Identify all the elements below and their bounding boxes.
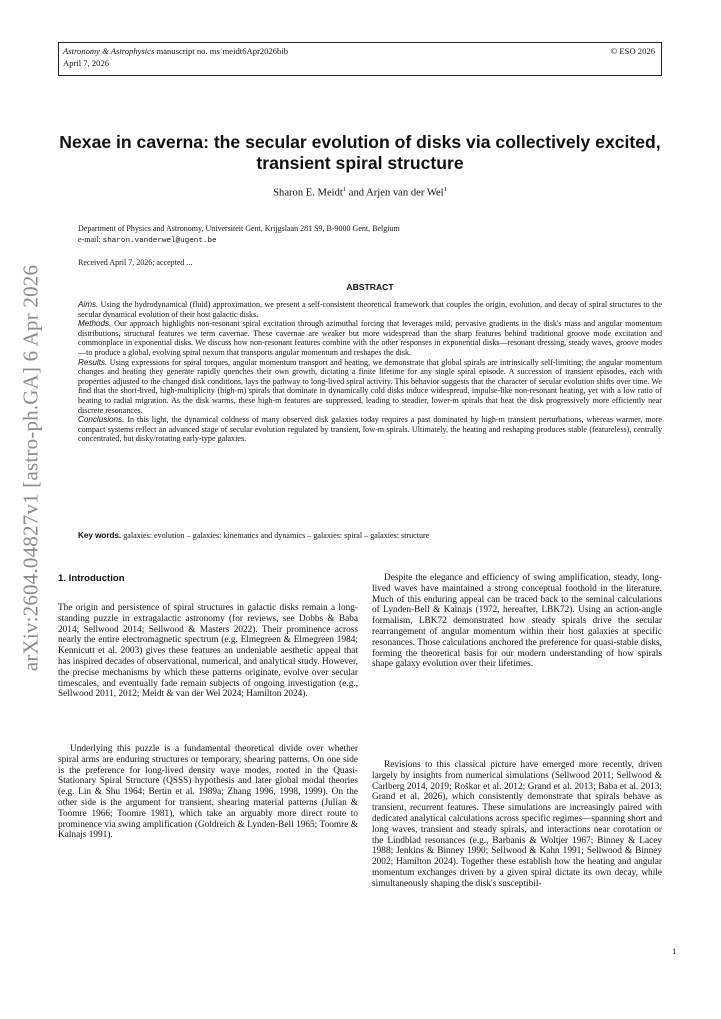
email-line [78,235,400,247]
intro-paragraph-1 [58,603,358,700]
journal-name: Astronomy & Astrophysics [63,46,155,56]
paper-title: Nexae in caverna: the secular evolution of disks via collectively excited, transient spiral structure [59,132,661,173]
aims-label: Aims. [78,300,99,309]
intro-p3-text: Despite the elegance and efficiency of swing amplification, steady, long-lived waves have maintained a strong conceptual foothold in the literature. Much of this enduring appeal can be traced back to the seminal calculations of Lynden-Bell & Kalnajs (1972, hereafter, LBK72). Using an action-angle formalism, LBK72 demonstrated how steady spirals drive the secular rearrangement of angular momentum within their host galaxies at specific resonances. Those calculations anchored the preference for quasi-stable disks, forming the theoretical basis for our modern understanding of how spirals shape galaxy evolution over their lifetimes. [372,573,662,670]
abstract-conclusions [78,415,662,444]
methods-label: Methods. [78,319,112,329]
abstract-aims [78,300,662,319]
received-line: Received April 7, 2026; accepted ... [78,258,193,267]
copyright: © ESO 2026 [610,46,655,56]
results-text: Using expressions for spiral torques, angular momentum transport and heating, we demonstrate that global spirals are intrinsically self-limiting; the angular momentum changes and heating they generate rapidly quenches their own growth, dictating a finite lifetime for any single spiral episode. A succession of transient episodes, each with properties adjusted to the changed disk conditions, lays the pathway to long-lived spiral activity. This behavior suggests that the character of secular evolution shifts over time. We find that the short-lived, high-multiplicity (high-m) spirals that dominate in dynamically cold disks induce widespread, impulse-like non-resonant heating, yet with a low ratio of heating to radial migration. As the disk warms, these high-m features are suppressed, leading to steadier, lower-m spirals that heat the disk progressively more efficiently near discrete resonances. [78,357,662,415]
aims-text: Using the hydrodynamical (fluid) approximation, we present a self-consistent theoretical framework that couples the origin, evolution, and decay of spiral structures to the secular dynamical evolution of their host galactic disks. [78,300,662,319]
intro-p1-text: The origin and persistence of spiral structures in galactic disks remain a long-standing puzzle in extragalactic astronomy (for reviews, see Dobbs & Baba 2014; Sellwood 2014; Sellwood & Masters 2022). Their prominence across nearly the entire electromagnetic spectrum (e.g. Elmegreen & Elmegreen 1984; Kennicutt et al. 2003) gives these features an undeniable aesthetic appeal that has inspired decades of observational, numerical, and analytical study. However, the precise mechanisms by which these patterns originate, evolve over secular timescales, and eventually fade remain subjects of ongoing investigation (e.g., Sellwood 2011, 2012; Meidt & van der Wel 2024; Hamilton 2024). [58,603,358,700]
affiliation-line: Department of Physics and Astronomy, Universiteit Gent, Krijgslaan 281 S9, B-9000 Gent, Belgium [78,224,400,233]
intro-p4-text: Revisions to this classical picture have emerged more recently, driven largely by insights from numerical simulations (Sellwood 2011; Sellwood & Carlberg 2014, 2019; Roškar et al. 2012; Grand et al. 2013; Baba et al. 2013; Grand et al. 2026), which consistently demonstrate that spirals behave as transient, recurrent features. These simulations are increasingly paired with dedicated analytical calculations across specific regimes—spanning short and long waves, transient and steady spirals, and interactions near corotation or the Lindblad resonances (e.g., Barbanis & Woltjer 1967; Binney & Lacey 1988; Jenkins & Binney 1990; Sellwood & Kahn 1991; Sellwood & Binney 2002; Hamilton 2024). Together these establish how the heating and angular momentum exchanges driven by a given spiral dictate its own decay, while simultaneously shaping the disk's susceptibil- [372,760,662,889]
manuscript-id: manuscript no. ms˙meidt6Apr2026bib [154,46,289,56]
header-journal-line [63,45,657,57]
header-date: April 7, 2026 [63,58,110,68]
authors [58,186,662,199]
section-heading: 1. Introduction [58,573,125,584]
page-number: 1 [672,946,677,956]
conclusions-label: Conclusions. [78,415,125,425]
arxiv-stamp [18,0,44,1019]
author-1: Sharon E. Meidt [273,187,343,199]
keywords [78,531,662,540]
manuscript-header [58,42,662,76]
intro-p2-text: Underlying this puzzle is a fundamental theoretical divide over whether spiral arms are enduring structures or temporary, shearing patterns. On one side is the preference for long-lived density wave modes, rooted in the Quasi-Stationary Spiral Structure (QSSS) hypothesis and later global modal theories (e.g. Lin & Shu 1964; Bertin et al. 1989a; Zhang 1996, 1998, 1999). On the other side is the argument for transient, shearing material patterns (Julian & Toomre 1966; Toomre 1981), which take an arguably more direct route to prominence via swing amplification (Goldreich & Lynden-Bell 1965; Toomre & Kalnajs 1991). [58,744,358,841]
abstract-methods [78,319,662,357]
intro-paragraph-2 [58,744,358,841]
author-2: and Arjen van der Wel [346,187,444,199]
keywords-text: galaxies: evolution – galaxies: kinematics and dynamics – galaxies: spiral – galaxies: structure [121,531,430,540]
affiliation [78,224,400,246]
results-label: Results. [78,357,108,367]
email-label: e-mail: [78,234,103,244]
intro-paragraph-3 [372,573,662,670]
author-2-affil: 1 [443,186,447,193]
email-address: sharon.vanderwel@ugent.be [102,236,217,245]
keywords-label: Key words. [78,531,122,540]
abstract [78,300,662,444]
abstract-heading: ABSTRACT [346,282,394,292]
methods-text: Our approach highlights non-resonant spiral excitation through azimuthal forcing that leverages mild, pervasive gradients in the disk's mass and angular momentum distributions, structural features we term cavernae. These cavernae are weaker but more widespread than the sharp features behind traditional groove mode excitation and commonplace in exponential disks. We discuss how non-resonant features combine with the other responses in exponential disks—resonant dressing, steady waves, groove modes—to produce a global, evolving spiral nexum that transports angular momentum and reshapes the disk. [78,319,662,357]
conclusions-text: In this light, the dynamical coldness of many observed disk galaxies today requires a past dominated by high-m transient perturbations, whereas warmer, more compact systems reflect an advanced stage of secular evolution regulated by transient, low-m spirals. Ultimately, the heating and reshaping produces stable (featureless), centrally concentrated, but disky/rotating early-type galaxies. [78,415,662,444]
intro-paragraph-4 [372,760,662,890]
abstract-results [78,358,662,416]
author-1-affil: 1 [342,186,347,193]
arxiv-stamp-text: arXiv:2604.04827v1 [astro-ph.GA] 6 Apr 2026 [18,264,43,672]
